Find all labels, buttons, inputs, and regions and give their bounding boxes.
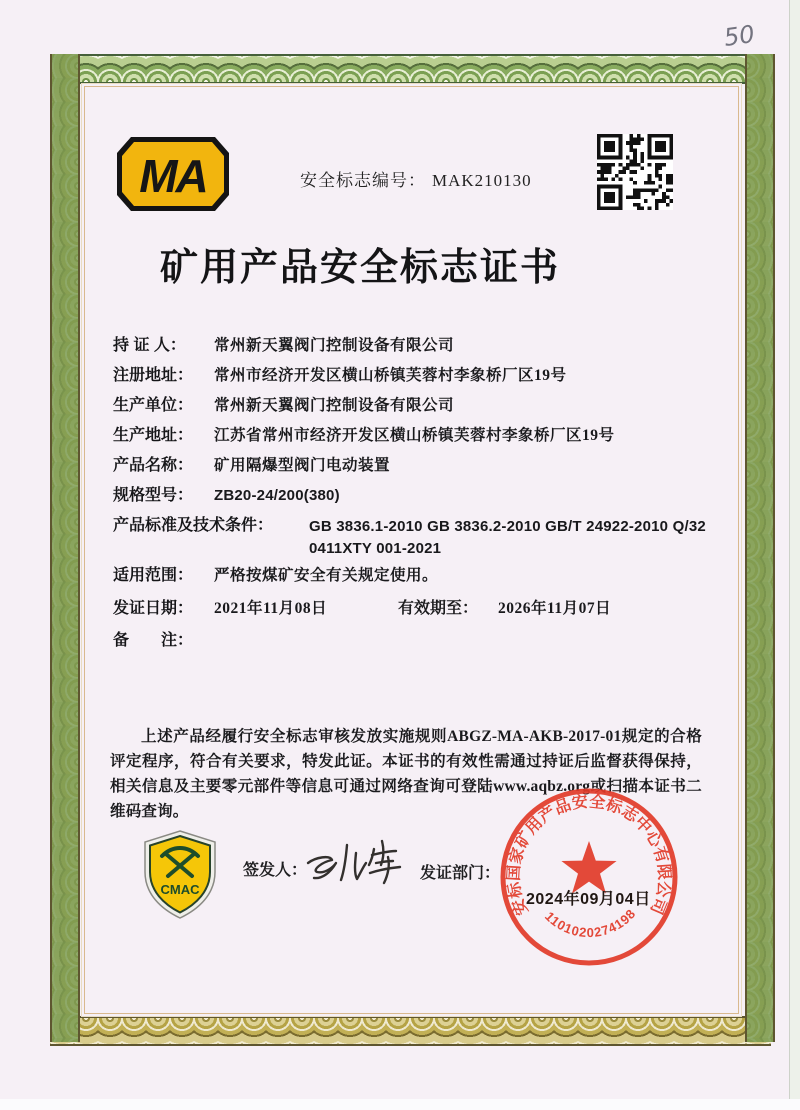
cert-number-label: 安全标志编号： <box>300 171 426 190</box>
field-label: 生产地址： <box>113 427 194 444</box>
field-value: 常州新天翼阀门控制设备有限公司 <box>214 337 455 354</box>
signer-label: 签发人： <box>243 862 308 879</box>
field-row-remark <box>113 631 735 652</box>
cmac-shield-icon <box>142 830 218 920</box>
ma-safety-mark-logo <box>116 136 230 217</box>
field-row-standards <box>113 516 735 560</box>
qr-code <box>597 133 673 211</box>
field-label: 注册地址： <box>113 367 194 384</box>
handwritten-signature <box>300 833 412 900</box>
field-label: 产品名称： <box>113 457 194 474</box>
issuing-dept-label: 发证部门： <box>420 865 501 882</box>
field-value: 常州新天翼阀门控制设备有限公司 <box>214 397 455 414</box>
seal-date: 2024年09月04日 <box>526 891 651 908</box>
field-row-manufacturer <box>113 396 735 417</box>
seal-number: 1101020274198 <box>542 906 639 941</box>
signature-icon <box>300 833 412 895</box>
field-row-holder <box>113 336 735 357</box>
field-value: ZB20-24/200(380) <box>214 487 340 504</box>
valid-until-value: 2026年11月07日 <box>498 599 612 617</box>
seal-ring-text: 安标国家矿用产品安全标志中心有限公司 <box>505 793 673 918</box>
field-value: 矿用隔爆型阀门电动装置 <box>214 457 391 474</box>
field-value: 严格按煤矿安全有关规定使用。 <box>214 567 439 584</box>
scan-edge-strip <box>789 0 800 1110</box>
issue-date-value: 2021年11月08日 <box>214 599 328 617</box>
field-label: 规格型号： <box>113 487 194 504</box>
certificate-fields <box>113 336 735 661</box>
field-label: 产品标准及技术条件： <box>113 517 274 534</box>
field-row-prod-address <box>113 426 735 447</box>
issue-date-label: 发证日期： <box>113 599 194 617</box>
field-value: GB 3836.1-2010 GB 3836.2-2010 GB/T 24922-2010 Q/320411XTY 001-2021 <box>309 518 706 557</box>
field-row-dates <box>113 599 735 620</box>
official-seal <box>498 786 680 968</box>
border-right <box>745 54 775 1042</box>
remark-label: 备 注： <box>113 632 194 649</box>
field-row-product-name <box>113 456 735 477</box>
field-row-reg-address <box>113 366 735 387</box>
ma-logo-text: MA <box>139 150 207 202</box>
svg-text:1101020274198 <box>542 907 638 941</box>
field-value: 江苏省常州市经济开发区横山桥镇芙蓉村李象桥厂区19号 <box>214 427 615 444</box>
field-label: 持 证 人： <box>113 337 186 354</box>
field-value: 常州市经济开发区横山桥镇芙蓉村李象桥厂区19号 <box>214 367 567 384</box>
field-row-scope <box>113 566 735 587</box>
cert-number-line <box>300 166 532 191</box>
border-top <box>50 54 771 84</box>
ma-logo-icon <box>116 136 230 212</box>
field-label: 生产单位： <box>113 397 194 414</box>
certificate-title: 矿用产品安全标志证书 <box>159 247 560 289</box>
cmac-label: CMAC <box>160 882 200 897</box>
cert-number-value: MAK210130 <box>432 171 532 190</box>
handwritten-page-number: 50 <box>722 20 757 52</box>
scan-bottom-strip <box>0 1099 800 1110</box>
border-bottom <box>50 1016 771 1046</box>
cmac-logo <box>142 830 218 925</box>
field-label: 适用范围： <box>113 567 194 584</box>
border-left <box>50 54 80 1042</box>
valid-until-label: 有效期至： <box>398 599 479 617</box>
certificate-statement: 上述产品经履行安全标志审核发放实施规则ABGZ-MA-AKB-2017-01规定的合格评定程序，符合有关要求，特发此证。本证书的有效性需通过持证后监督获得保持，相关信息及主要零元部件等信息可通过网络查询可登陆www.aqbz.org或扫描本证书二维码查询。 <box>110 728 702 820</box>
field-row-model <box>113 486 735 507</box>
